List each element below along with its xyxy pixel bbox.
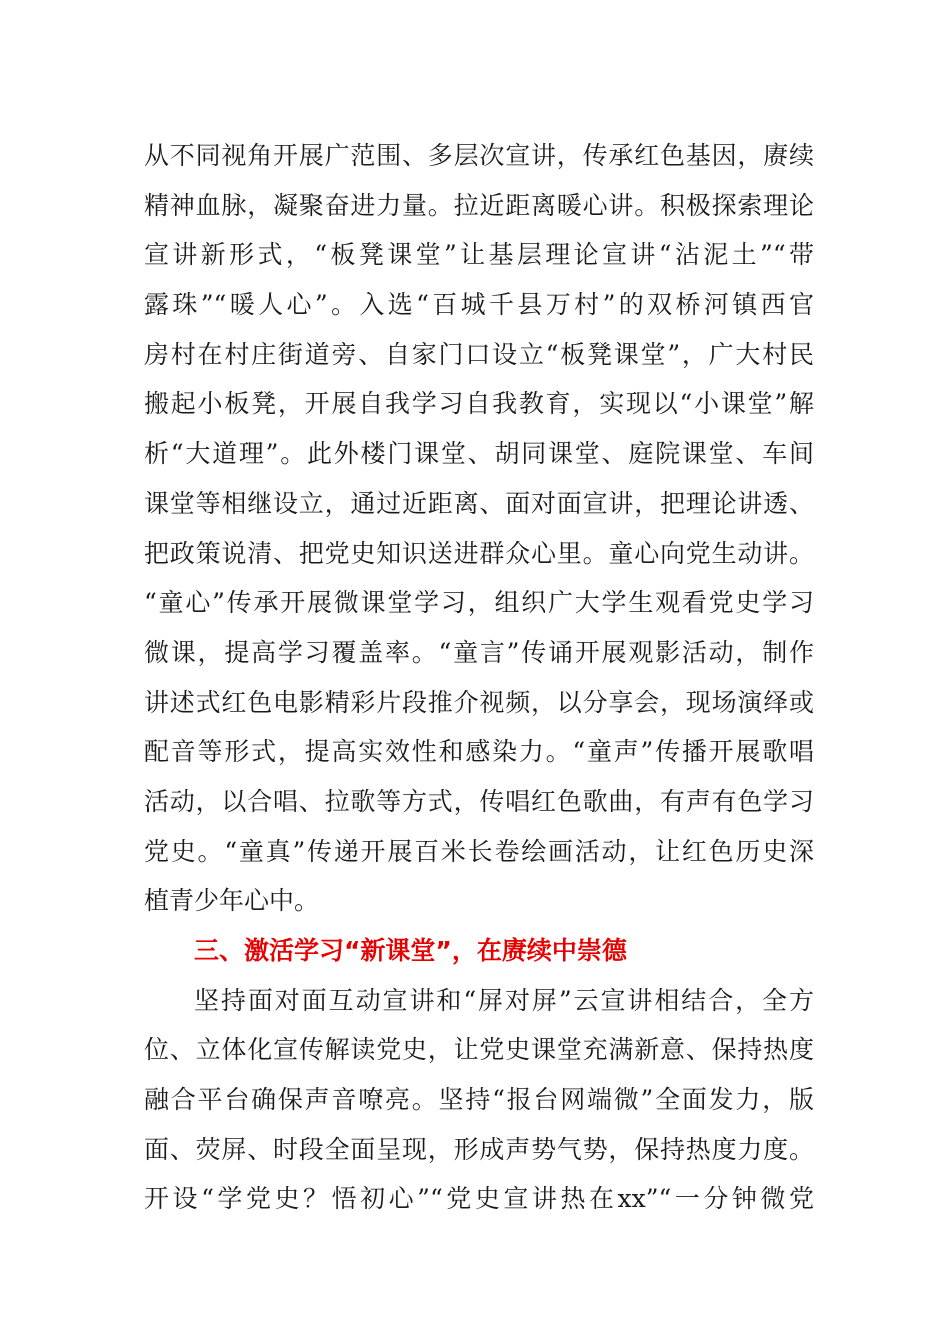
text-line: 位、立体化宣传解读党史，让党史课堂充满新意、保持热度 — [144, 1035, 814, 1065]
text-line: 精神血脉，凝聚奋进力量。拉近距离暖心讲。积极探索理论 — [144, 190, 814, 220]
text-line: 坚持面对面互动宣讲和“屏对屏”云宣讲相结合，全方 — [194, 985, 814, 1015]
text-line: 宣讲新形式，“板凳课堂”让基层理论宣讲“沾泥土”“带 — [144, 240, 814, 270]
text-line: 从不同视角开展广范围、多层次宣讲，传承红色基因，赓续 — [144, 141, 814, 170]
text-line: 课堂等相继设立，通过近距离、面对面宣讲，把理论讲透、 — [144, 488, 814, 518]
text-line: 党史。“童真”传递开展百米长卷绘画活动，让红色历史深 — [144, 836, 814, 866]
paragraph-1 — [144, 131, 814, 926]
text-line: 微课，提高学习覆盖率。“童言”传诵开展观影活动，制作 — [144, 637, 814, 667]
paragraph-2 — [144, 976, 814, 1224]
text-line: “童心”传承开展微课堂学习，组织广大学生观看党史学习 — [144, 588, 814, 618]
text-line: 融合平台确保声音嘹亮。坚持“报台网端微”全面发力，版 — [144, 1085, 814, 1115]
text-line: 露珠”“暖人心”。入选“百城千县万村”的双桥河镇西官 — [144, 290, 814, 320]
text-line: 讲述式红色电影精彩片段推介视频，以分享会，现场演绎或 — [144, 687, 814, 717]
text-line: 开设“学党史？悟初心”“党史宣讲热在xx”“一分钟微党 — [144, 1184, 814, 1214]
text-line: 活动，以合唱、拉歌等方式，传唱红色歌曲，有声有色学习 — [144, 786, 814, 816]
document-body — [144, 131, 814, 1224]
text-line: 析“大道理”。此外楼门课堂、胡同课堂、庭院课堂、车间 — [144, 439, 814, 469]
text-line: 面、荧屏、时段全面呈现，形成声势气势，保持热度力度。 — [144, 1134, 814, 1164]
text-line: 房村在村庄街道旁、自家门口设立“板凳课堂”，广大村民 — [144, 339, 814, 369]
text-line: 植青少年心中。 — [144, 886, 320, 916]
text-line: 搬起小板凳，开展自我学习自我教育，实现以“小课堂”解 — [144, 389, 814, 419]
text-line: 配音等形式，提高实效性和感染力。“童声”传播开展歌唱 — [144, 737, 814, 767]
section-heading: 三、激活学习“新课堂”，在赓续中崇德 — [194, 936, 627, 965]
text-line: 把政策说清、把党史知识送进群众心里。童心向党生动讲。 — [144, 538, 814, 568]
